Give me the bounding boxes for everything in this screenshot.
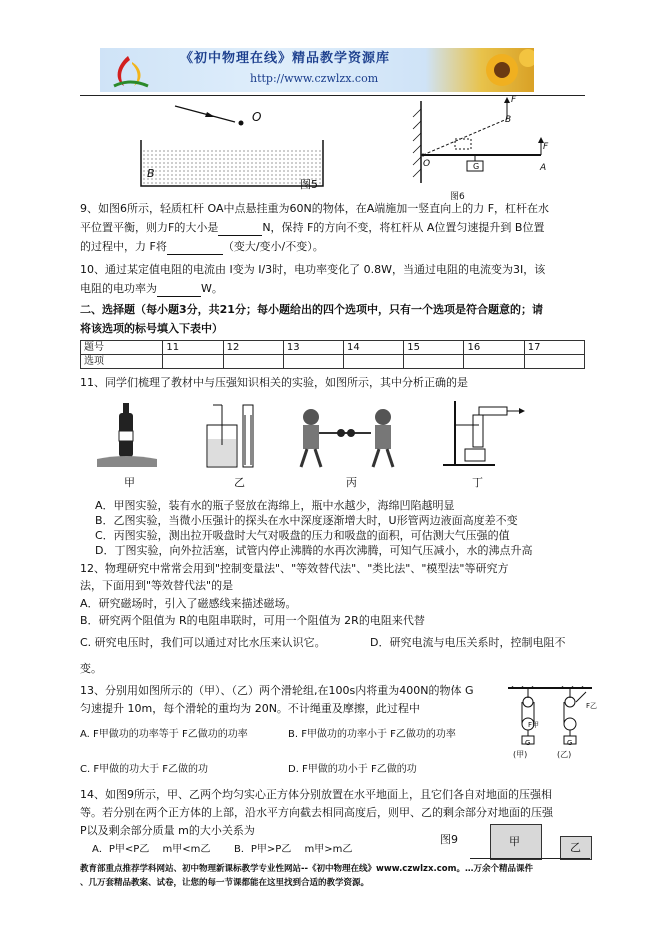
- fig6-point-o: O: [423, 159, 431, 169]
- q9-line1: 9、如图6所示，轻质杠杆 OA中点悬挂重为60N的物体，在A端施加一竖直向上的力 F，杠杆在水: [80, 202, 550, 215]
- q12-option-d-cont: 变。: [80, 662, 102, 675]
- header-banner: [100, 48, 534, 92]
- q12-option-a[interactable]: A．研究磁场时，引入了磁感线来描述磁场。: [80, 597, 297, 610]
- table-cell: 16: [464, 341, 524, 355]
- q14-option-b[interactable]: B．P甲>P乙 m甲>m乙: [234, 844, 353, 855]
- q11-figures: [95, 395, 575, 487]
- q13-label-jia: (甲): [513, 750, 528, 759]
- q11-option-d[interactable]: D．丁图实验，向外拉活塞，试管内停止沸腾的水再次沸腾，可知气压减小，水的沸点升高: [95, 544, 533, 557]
- fig6-f-right: F: [543, 142, 549, 152]
- q13-option-d[interactable]: D. F甲做的功小于 F乙做的功: [288, 764, 417, 775]
- table-cell: 17: [524, 341, 584, 355]
- fig6-weight-g: G: [473, 162, 480, 171]
- q11-stem: 11、同学们梳理了教材中与压强知识相关的实验，如图所示，其中分析正确的是: [80, 376, 468, 389]
- q12-stem-2: 法，下面用到"等效替代法"的是: [80, 579, 234, 592]
- q11-option-b[interactable]: B．乙图实验，当微小压强计的探头在水中深度逐渐增大时，U形管两边液面高度差不变: [95, 514, 518, 527]
- answer-cell[interactable]: [223, 355, 283, 369]
- q14-option-a[interactable]: A．P甲<P乙 m甲<m乙: [92, 844, 211, 855]
- q9-blank-1[interactable]: [218, 221, 262, 236]
- q13-pulley-figure: [508, 686, 592, 752]
- q11-label-jia: 甲: [124, 476, 135, 489]
- section2-heading-2: 将该选项的标号填入下表中）: [80, 322, 223, 335]
- table-head-number: 题号: [81, 341, 163, 355]
- section2-heading-1: 二、选择题（每小题3分，共21分；每小题给出的四个选项中，只有一个选项是符合题意的；请: [80, 303, 543, 316]
- banner-url[interactable]: http://www.czwlzx.com: [250, 72, 379, 85]
- q14-line1: 14、如图9所示，甲、乙两个均匀实心正方体分别放置在水平地面上，且它们各自对地面的压强相: [80, 788, 552, 801]
- q11-label-bing: 丙: [346, 476, 357, 489]
- q14-line2: 等。若分别在两个正方体的上部，沿水平方向截去相同高度后，则甲、乙的剩余部分对地面的压强: [80, 806, 553, 819]
- q12-option-d[interactable]: D．研究电流与电压关系时，控制电阻不: [370, 636, 566, 649]
- footer-line-1: 教育部重点推荐学科网站、初中物理新课标教学专业性网站--《初中物理在线》www.czwlzx.com。…万余个精品课件: [80, 864, 533, 874]
- footer-line-2: 、几万套精品教案、试卷，让您的每一节课都能在这里找到合适的教学资源。: [80, 878, 370, 888]
- q13-stem-2: 匀速提升 10m，每个滑轮的重均为 20N。不计绳重及摩擦，此过程中: [80, 702, 420, 715]
- fig9-cube-yi-label: 乙: [570, 841, 581, 854]
- fig6-caption: 图6: [450, 192, 465, 202]
- table-row: [81, 355, 585, 369]
- sunflower-icon: [472, 48, 534, 92]
- fig6-f-top: F: [511, 95, 517, 105]
- answer-table: [80, 340, 585, 369]
- q12-stem-1: 12、物理研究中常常会用到"控制变量法"、"等效替代法"、"类比法"、"模型法"等研究方: [80, 562, 509, 575]
- q13-option-c[interactable]: C. F甲做的功大于 F乙做的功: [80, 764, 209, 775]
- answer-cell[interactable]: [344, 355, 404, 369]
- q13-force-jia: F甲: [528, 721, 540, 729]
- q13-option-b[interactable]: B. F甲做功的功率小于 F乙做功的功率: [288, 729, 456, 740]
- q11-option-a[interactable]: A．甲图实验，装有水的瓶子竖放在海绵上，瓶中水越少，海绵凹陷越明显: [95, 499, 455, 512]
- fig9-cube-jia: [490, 824, 542, 860]
- table-cell: 11: [163, 341, 223, 355]
- answer-cell[interactable]: [404, 355, 464, 369]
- answer-cell[interactable]: [163, 355, 223, 369]
- table-row: [81, 341, 585, 355]
- q12-option-c[interactable]: C. 研究电压时，我们可以通过对比水压来认识它。: [80, 636, 326, 649]
- answer-cell[interactable]: [464, 355, 524, 369]
- q13-weight-jia: G: [525, 739, 531, 747]
- q13-label-yi: (乙): [557, 750, 572, 759]
- banner-title: 《初中物理在线》精品教学资源库: [180, 51, 391, 66]
- q13-stem-1: 13、分别用如图所示的（甲）、（乙）两个滑轮组,在100s内将重为400N的物体 G: [80, 684, 474, 697]
- fig5-point-o: O: [252, 110, 262, 124]
- q9-blank-2[interactable]: [167, 240, 223, 255]
- site-logo-icon: [108, 52, 152, 90]
- q13-weight-yi: G: [567, 739, 573, 747]
- q12-option-b[interactable]: B．研究两个阻值为 R的电阻串联时，可用一个阻值为 2R的电阻来代替: [80, 614, 425, 627]
- answer-cell[interactable]: [524, 355, 584, 369]
- table-cell: 14: [344, 341, 404, 355]
- table-cell: 12: [223, 341, 283, 355]
- answer-cell[interactable]: [283, 355, 343, 369]
- fig9-cube-yi: [560, 836, 592, 860]
- fig9-ground-line: [470, 858, 590, 859]
- fig6-point-a: A: [540, 163, 547, 173]
- table-head-option: 选项: [81, 355, 163, 369]
- table-cell: 15: [404, 341, 464, 355]
- q10-line2: 电阻的电功率为 W。: [80, 282, 223, 295]
- q13-force-yi: F乙: [586, 702, 598, 710]
- figure-5: [135, 98, 335, 190]
- q11-label-ding: 丁: [472, 476, 483, 489]
- q11-option-c[interactable]: C．丙图实验，测出拉开吸盘时大气对吸盘的压力和吸盘的面积，可估测大气压强的值: [95, 529, 510, 542]
- q9-line3: 的过程中，力 F将 （变大/变小/不变）。: [80, 240, 324, 253]
- q10-blank[interactable]: [157, 282, 201, 297]
- fig9-cube-jia-label: 甲: [509, 835, 520, 848]
- q14-line3: P以及剩余部分质量 m的大小关系为: [80, 824, 255, 837]
- table-cell: 13: [283, 341, 343, 355]
- q13-option-a[interactable]: A. F甲做功的功率等于 F乙做功的功率: [80, 729, 248, 740]
- q11-label-yi: 乙: [234, 476, 245, 489]
- fig6-point-b: B: [505, 115, 512, 125]
- fig5-point-b: B: [147, 167, 155, 180]
- fig5-caption: 图5: [300, 178, 318, 191]
- fig9-caption: 图9: [440, 833, 458, 846]
- q9-line2: 平位置平衡，则力F的大小是 N，保持 F的方向不变，将杠杆从 A位置匀速提升到 B位置: [80, 221, 545, 234]
- q10-line1: 10、通过某定值电阻的电流由 I变为 I/3时，电功率变化了 0.8W，当通过电阻的电流变为3I，该: [80, 263, 546, 276]
- figure-6: [405, 95, 555, 195]
